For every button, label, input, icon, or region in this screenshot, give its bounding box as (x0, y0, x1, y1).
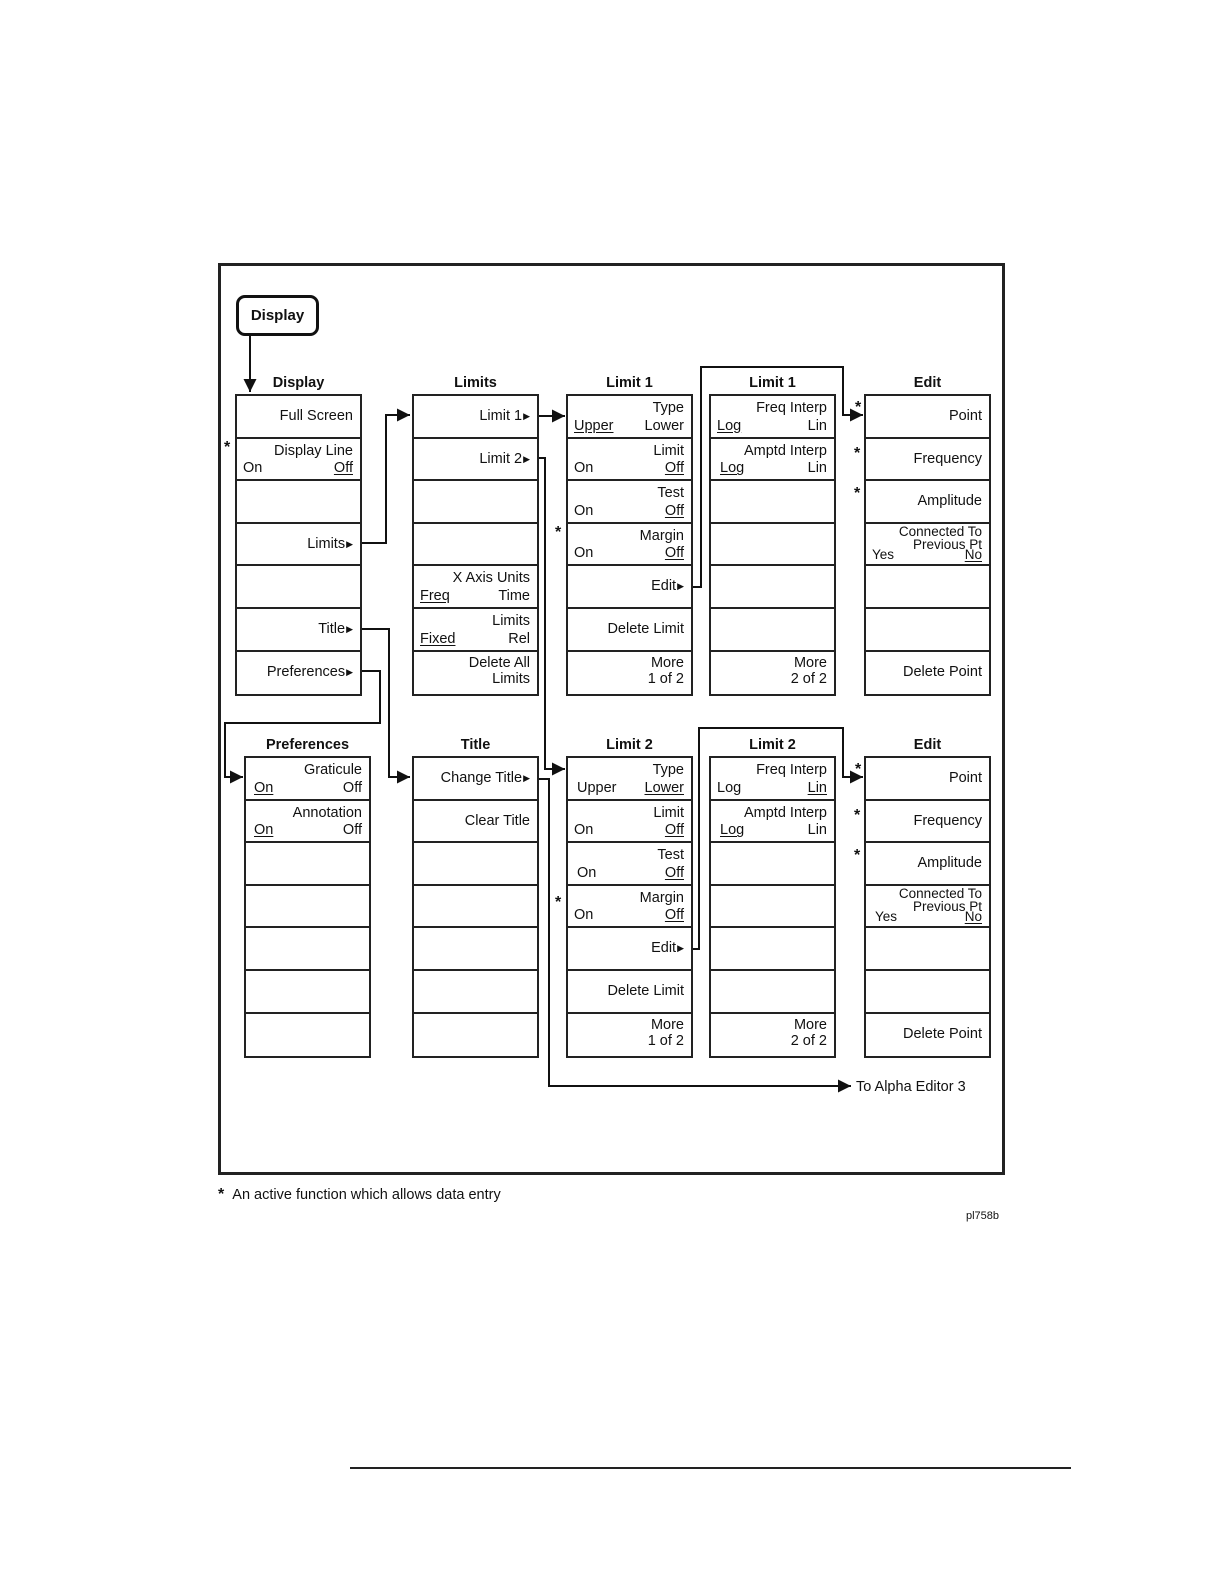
softkey-label: Test (657, 847, 684, 864)
softkey-blank (414, 843, 537, 886)
softkey-blank (711, 886, 834, 929)
softkey-freq-interp[interactable] (711, 758, 834, 801)
title-menu-title: Title (460, 737, 491, 753)
limit-2-page-2-menu-keys (709, 756, 836, 1058)
option-no-selected: No (964, 547, 982, 563)
option-off: Off (342, 822, 362, 839)
footnote-text: An active function which allows data entry (232, 1187, 501, 1203)
preferences-menu-keys (244, 756, 371, 1058)
softkey-more[interactable] (711, 652, 834, 695)
limit-2-page-2-menu-title: Limit 2 (749, 737, 796, 753)
edit-menu-title: Edit (913, 375, 942, 391)
softkey-label-line2: Previous Pt (912, 536, 982, 552)
option-on: On (574, 502, 594, 519)
softkey-label: Amptd Interp (743, 804, 827, 821)
option-off-selected: Off (664, 822, 684, 839)
submenu-arrow-icon: ▶ (523, 411, 530, 421)
softkey-label: Clear Title (464, 812, 530, 829)
softkey-margin-on-off[interactable] (568, 886, 691, 929)
edit-menu-keys (864, 394, 991, 696)
softkey-test-on-off[interactable] (568, 481, 691, 524)
active-function-star: * (555, 524, 562, 541)
softkey-label-line1: More (650, 1016, 684, 1033)
softkey-blank (246, 971, 369, 1014)
softkey-blank (866, 566, 989, 609)
option-on-selected: On (254, 822, 274, 839)
submenu-arrow-icon: ▶ (523, 773, 530, 783)
softkey-label: Limits (307, 535, 346, 552)
active-function-star: * (854, 847, 861, 864)
softkey-label: Limit (653, 442, 684, 459)
option-lin: Lin (807, 822, 827, 839)
softkey-blank (237, 566, 360, 609)
edit-menu-title: Edit (913, 737, 942, 753)
option-no-selected: No (964, 909, 982, 925)
active-function-star: * (855, 761, 862, 778)
option-lin-selected: Lin (807, 779, 827, 796)
edit-menu-keys (864, 756, 991, 1058)
softkey-label: Point (948, 770, 982, 786)
softkey-display-line[interactable] (237, 439, 360, 482)
softkey-label: Delete Limit (607, 982, 684, 999)
softkey-limits[interactable] (237, 524, 360, 567)
softkey-label-line1: Connected To (898, 885, 982, 901)
softkey-label: Limit (653, 804, 684, 821)
softkey-point[interactable] (866, 758, 989, 801)
softkey-type[interactable] (568, 396, 691, 439)
softkey-label: Frequency (913, 812, 982, 829)
softkey-delete-limit[interactable] (568, 971, 691, 1014)
softkey-full-screen[interactable] (237, 396, 360, 439)
softkey-label-line2: 2 of 2 (790, 670, 827, 687)
softkey-label: Delete Point (903, 663, 982, 680)
display-menu-keys (235, 394, 362, 696)
softkey-type[interactable] (568, 758, 691, 801)
limit-1-page-2-menu-keys (709, 394, 836, 696)
option-on-selected: On (254, 779, 274, 796)
option-on: On (574, 822, 594, 839)
softkey-blank (414, 971, 537, 1014)
softkey-label: Delete Limit (607, 620, 684, 637)
option-freq-selected: Freq (420, 587, 450, 604)
submenu-arrow-icon: ▶ (523, 453, 530, 464)
submenu-arrow-icon: ▶ (346, 623, 353, 634)
softkey-label: Delete Point (903, 1025, 982, 1042)
softkey-label: Point (948, 408, 982, 424)
softkey-limit-2[interactable] (414, 439, 537, 482)
option-log-selected: Log (720, 822, 745, 839)
softkey-blank (866, 971, 989, 1014)
option-yes: Yes (872, 547, 895, 563)
softkey-label: Change Title (440, 770, 523, 786)
softkey-amptd-interp[interactable] (711, 801, 834, 844)
softkey-label: Type (652, 762, 684, 778)
softkey-blank (711, 524, 834, 567)
submenu-arrow-icon: ▶ (677, 581, 684, 592)
option-off-selected: Off (664, 460, 684, 477)
active-function-star: * (555, 894, 562, 911)
softkey-blank (246, 1014, 369, 1057)
option-lower: Lower (644, 417, 684, 434)
softkey-label: Margin (639, 527, 684, 544)
softkey-blank (414, 928, 537, 971)
softkey-amplitude[interactable] (866, 843, 989, 886)
softkey-frequency[interactable] (866, 439, 989, 482)
page-footer-rule (350, 1467, 1071, 1469)
figure-id: pl758b (966, 1210, 1000, 1222)
softkey-delete-point[interactable] (866, 652, 989, 695)
softkey-label-line2: Limits (492, 670, 530, 687)
softkey-freq-interp[interactable] (711, 396, 834, 439)
option-rel: Rel (508, 630, 530, 647)
alpha-editor-reference: To Alpha Editor 3 (856, 1079, 966, 1095)
softkey-label: Freq Interp (756, 400, 827, 416)
softkey-delete-point[interactable] (866, 1014, 989, 1057)
active-function-star: * (854, 445, 861, 462)
limits-menu-title: Limits (454, 375, 497, 391)
option-off-selected: Off (664, 545, 684, 562)
active-function-star: * (855, 399, 862, 416)
softkey-blank (711, 481, 834, 524)
limits-menu-keys (412, 394, 539, 696)
option-off-selected: Off (664, 864, 684, 881)
softkey-label: Margin (639, 889, 684, 906)
option-log: Log (717, 779, 742, 796)
softkey-label-line1: Delete All (468, 654, 530, 671)
softkey-blank (711, 566, 834, 609)
option-off-selected: Off (664, 907, 684, 924)
softkey-label: Amplitude (917, 493, 982, 510)
softkey-blank (246, 928, 369, 971)
softkey-edit[interactable] (568, 566, 691, 609)
softkey-limit-on-off[interactable] (568, 801, 691, 844)
softkey-blank (711, 843, 834, 886)
option-on: On (574, 545, 594, 562)
option-lower-selected: Lower (644, 779, 684, 796)
softkey-blank (711, 609, 834, 652)
softkey-margin-on-off[interactable] (568, 524, 691, 567)
softkey-label: Limit 2 (479, 450, 523, 467)
softkey-title[interactable] (237, 609, 360, 652)
softkey-label: Amplitude (917, 855, 982, 872)
softkey-blank (246, 843, 369, 886)
softkey-blank (866, 928, 989, 971)
softkey-label: Frequency (913, 450, 982, 467)
softkey-edit[interactable] (568, 928, 691, 971)
softkey-blank (414, 524, 537, 567)
softkey-blank (414, 886, 537, 929)
option-log-selected: Log (717, 417, 742, 434)
softkey-label-line2: 2 of 2 (790, 1032, 827, 1049)
limit-2-menu-title: Limit 2 (606, 737, 653, 753)
limit-1-page-2-menu-title: Limit 1 (749, 375, 796, 391)
option-on: On (574, 907, 594, 924)
softkey-label-line1: More (793, 1016, 827, 1033)
option-upper-selected: Upper (574, 417, 614, 434)
footnote-star: * (218, 1186, 225, 1203)
softkey-test-on-off[interactable] (568, 843, 691, 886)
softkey-change-title[interactable] (414, 758, 537, 801)
softkey-label: Graticule (303, 762, 362, 778)
softkey-label: Limit 1 (479, 408, 523, 424)
option-lin: Lin (807, 460, 827, 477)
softkey-annotation[interactable] (246, 801, 369, 844)
softkey-label: Title (318, 620, 346, 637)
option-lin: Lin (807, 417, 827, 434)
softkey-more[interactable] (568, 652, 691, 695)
softkey-label: Edit (651, 940, 677, 957)
softkey-label: Display Line (274, 442, 353, 459)
softkey-label-line1: Connected To (898, 523, 982, 539)
softkey-clear-title[interactable] (414, 801, 537, 844)
active-function-star: * (224, 439, 231, 456)
softkey-label: Test (657, 485, 684, 502)
softkey-more[interactable] (568, 1014, 691, 1057)
option-time: Time (498, 587, 530, 604)
active-function-star: * (854, 485, 861, 502)
display-menu-title: Display (272, 375, 325, 391)
option-yes: Yes (875, 909, 898, 925)
softkey-label: Amptd Interp (743, 442, 827, 459)
softkey-connected-to-previous-pt[interactable] (866, 886, 989, 929)
softkey-limit-1[interactable] (414, 396, 537, 439)
softkey-blank (711, 971, 834, 1014)
softkey-limits-mode[interactable] (414, 609, 537, 652)
softkey-delete-limit[interactable] (568, 609, 691, 652)
softkey-more[interactable] (711, 1014, 834, 1057)
softkey-label: Freq Interp (756, 762, 827, 778)
option-log-selected: Log (720, 460, 745, 477)
option-off-selected: Off (333, 460, 353, 477)
softkey-label-line2: Previous Pt (912, 898, 982, 914)
option-off: Off (342, 779, 362, 796)
softkey-label: Full Screen (279, 408, 353, 424)
option-on: On (574, 460, 594, 477)
softkey-blank (414, 481, 537, 524)
softkey-limit-on-off[interactable] (568, 439, 691, 482)
softkey-blank (866, 609, 989, 652)
option-fixed-selected: Fixed (420, 630, 456, 647)
submenu-arrow-icon: ▶ (346, 538, 353, 549)
softkey-blank (711, 928, 834, 971)
softkey-label: Type (652, 400, 684, 416)
softkey-label: Edit (651, 578, 677, 595)
display-hardkey[interactable]: Display (236, 295, 319, 336)
softkey-label: Annotation (292, 804, 362, 821)
option-on: On (577, 864, 597, 881)
softkey-preferences[interactable] (237, 652, 360, 695)
option-upper: Upper (577, 779, 617, 796)
softkey-label-line2: 1 of 2 (647, 670, 684, 687)
active-function-star: * (854, 807, 861, 824)
softkey-label-line2: 1 of 2 (647, 1032, 684, 1049)
softkey-connected-to-previous-pt[interactable] (866, 524, 989, 567)
limit-2-menu-keys (566, 756, 693, 1058)
limit-1-menu-keys (566, 394, 693, 696)
softkey-blank (414, 1014, 537, 1057)
submenu-arrow-icon: ▶ (677, 943, 684, 954)
footnote (218, 1186, 501, 1204)
softkey-frequency[interactable] (866, 801, 989, 844)
softkey-label-line1: More (650, 654, 684, 671)
softkey-label-line1: More (793, 654, 827, 671)
softkey-graticule[interactable] (246, 758, 369, 801)
softkey-blank (237, 481, 360, 524)
softkey-amptd-interp[interactable] (711, 439, 834, 482)
submenu-arrow-icon: ▶ (346, 666, 353, 677)
softkey-x-axis-units[interactable] (414, 566, 537, 609)
softkey-delete-all-limits[interactable] (414, 652, 537, 695)
option-on: On (243, 460, 263, 477)
softkey-blank (246, 886, 369, 929)
softkey-point[interactable] (866, 396, 989, 439)
softkey-label: Preferences (266, 663, 346, 680)
softkey-label: X Axis Units (452, 570, 530, 587)
option-off-selected: Off (664, 502, 684, 519)
softkey-label: Limits (492, 612, 530, 629)
title-menu-keys (412, 756, 539, 1058)
limit-1-menu-title: Limit 1 (606, 375, 653, 391)
softkey-amplitude[interactable] (866, 481, 989, 524)
preferences-menu-title: Preferences (265, 737, 350, 753)
